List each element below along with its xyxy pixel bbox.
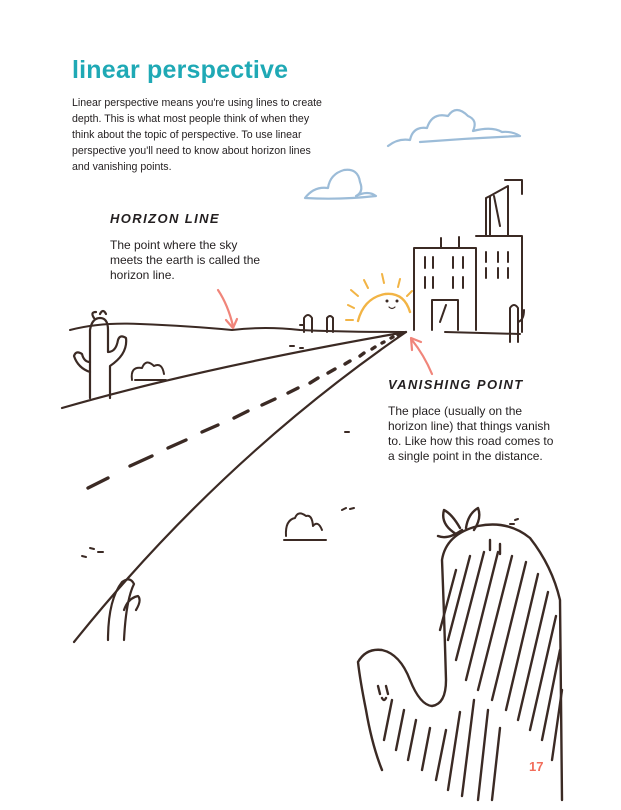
- ground-marks: [82, 346, 518, 557]
- horizon-line-description: The point where the sky meets the earth is called the horizon line.: [110, 238, 261, 282]
- horizon-line-heading: HORIZON LINE: [110, 211, 220, 226]
- cactus-icon: [300, 305, 524, 342]
- cactus-icon: [358, 508, 562, 800]
- cloud-icon: [305, 170, 376, 199]
- vanishing-point-description: The place (usually on the horizon line) that things vanish to. Like how this road comes to a single point in the distance.: [388, 404, 554, 463]
- intro-paragraph: Linear perspective means you're using lines to create depth. This is what most people think of when they think about the topic of perspective. To use linear perspective you'll need to know about horizon lines and vanishing points.: [72, 97, 322, 173]
- grass-tuft-icon: [108, 579, 140, 640]
- building-icon: [414, 180, 522, 332]
- page-title: linear perspective: [72, 56, 289, 84]
- vanishing-point-heading: VANISHING POINT: [388, 377, 524, 392]
- horizon-line: [70, 324, 520, 334]
- cloud-icon: [388, 110, 520, 146]
- arrow-icon: [218, 290, 237, 328]
- bush-icon: [132, 362, 166, 380]
- sun-icon: [346, 274, 412, 321]
- arrow-icon: [411, 338, 432, 374]
- page-number: 17: [529, 759, 544, 774]
